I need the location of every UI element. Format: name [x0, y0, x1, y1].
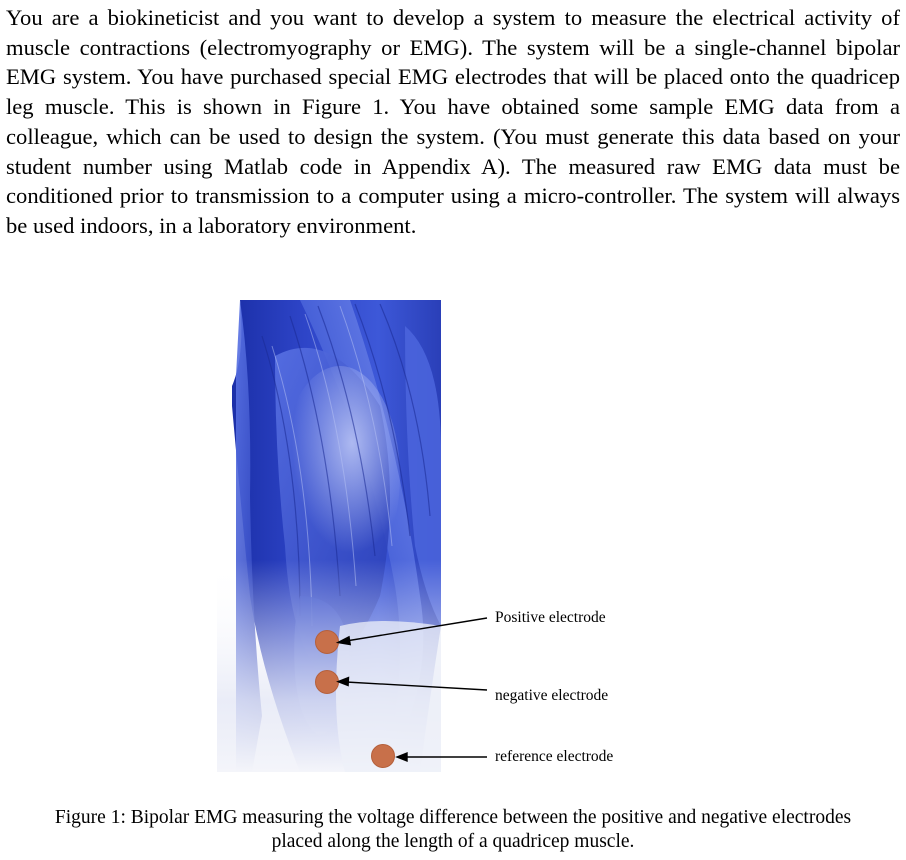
positive-electrode-marker [316, 631, 339, 654]
caption-line-1: Figure 1: Bipolar EMG measuring the voltage difference between the positive and negative electrodes [54, 807, 852, 828]
reference-electrode-label: reference electrode [495, 748, 614, 765]
quadricep-illustration [0, 296, 906, 786]
reference-electrode-marker [372, 745, 395, 768]
negative-electrode-label: negative electrode [495, 687, 609, 704]
figure-1 [0, 296, 906, 786]
negative-electrode-marker [316, 671, 339, 694]
leg-image [217, 300, 441, 772]
positive-electrode-label: Positive electrode [495, 609, 606, 626]
body-paragraph: You are a biokineticist and you want to develop a system to measure the electrical activity of muscle contractions (electromyography or EMG). The system will be a single-channel bipolar EMG system. You have purchased special EMG electrodes that will be placed onto the quadricep leg muscle. This is shown in Figure 1. You have obtained some sample EMG data from a colleague, which can be used to design the system. (You must generate this data based on your student number using Matlab code in Appendix A). The measured raw EMG data must be conditioned prior to transmission to a computer using a micro-controller. The system will always be used indoors, in a laboratory environment. [6, 5, 900, 238]
caption-line-2: placed along the length of a quadricep muscle. [271, 831, 635, 852]
figure-caption [0, 806, 906, 854]
